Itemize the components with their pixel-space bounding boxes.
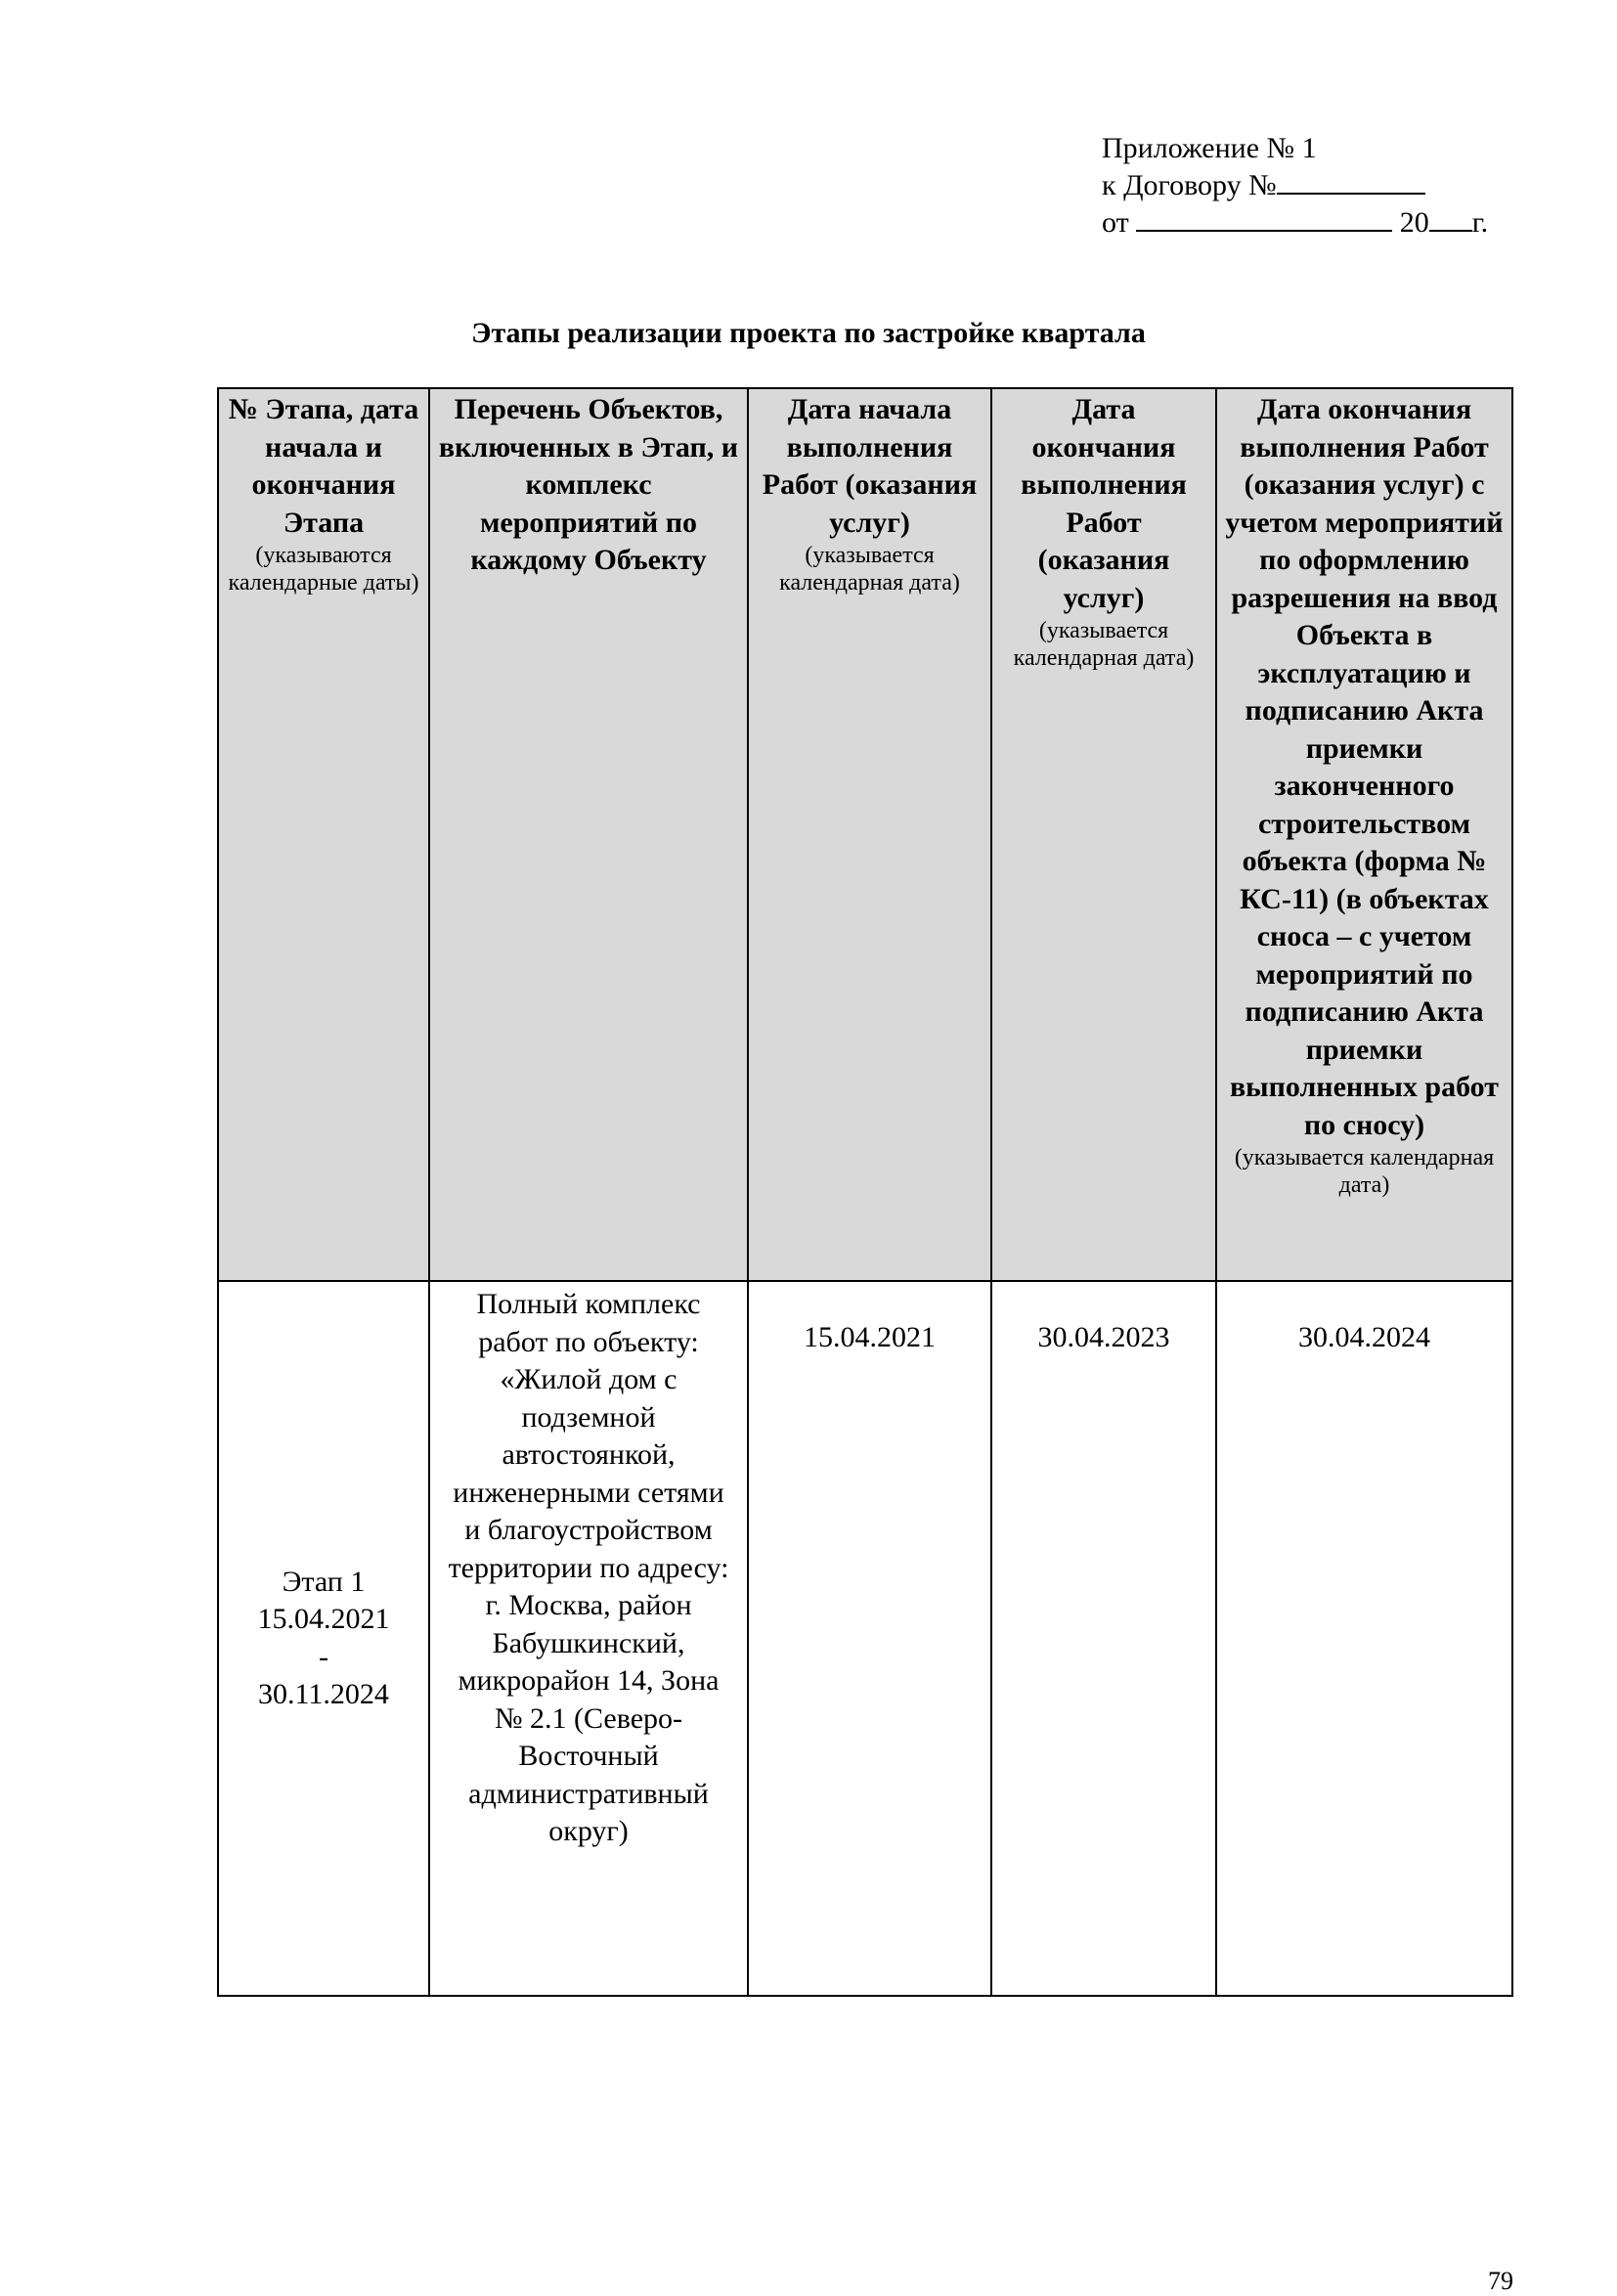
header-objects	[429, 388, 748, 1281]
contract-number-blank	[1277, 167, 1425, 195]
stage-start: 15.04.2021	[257, 1603, 390, 1635]
date-blank	[1136, 204, 1392, 232]
header-start-date	[748, 388, 991, 1281]
attachment-line-3	[1102, 204, 1488, 242]
commissioning-date-cell: 30.04.2024	[1216, 1281, 1512, 1996]
year-prefix: 20	[1399, 206, 1429, 239]
header-stage-title: № Этапа, дата начала и окончания Этапа	[228, 393, 419, 539]
attachment-line-2	[1102, 167, 1488, 204]
year-blank	[1429, 204, 1472, 232]
header-start-date-title: Дата начала выполнения Работ (оказания услуг)	[762, 393, 978, 539]
contract-number-label: к Договору №	[1102, 169, 1277, 201]
header-stage-note: (указываются календарные даты)	[228, 543, 419, 596]
page-number: 79	[1488, 2267, 1513, 2295]
attachment-block	[1102, 130, 1488, 242]
header-commissioning-date	[1216, 388, 1512, 1281]
header-end-date	[991, 388, 1216, 1281]
header-objects-title: Перечень Объектов, включенных в Этап, и комплекс мероприятий по каждому Объекту	[438, 393, 739, 576]
header-start-date-note: (указывается календарная дата)	[779, 543, 960, 596]
header-end-date-title: Дата окончания выполнения Работ (оказания услуг)	[1021, 393, 1187, 614]
date-label: от	[1102, 206, 1129, 239]
stage-cell	[218, 1281, 429, 1996]
table-header-row	[218, 388, 1512, 1281]
stages-table	[217, 387, 1513, 1997]
attachment-line-1: Приложение № 1	[1102, 132, 1317, 164]
header-commissioning-date-note: (указывается календарная дата)	[1234, 1145, 1495, 1198]
header-stage	[218, 388, 429, 1281]
stage-end: 30.11.2024	[258, 1678, 389, 1710]
table-row	[218, 1281, 1512, 1996]
start-date-cell: 15.04.2021	[748, 1281, 991, 1996]
objects-cell: Полный комплекс работ по объекту: «Жилой дом с подземной автостоянкой, инженерными сетями и благоустройством территории по адресу: г. Москва, район Бабушкинский, микрорайон 14, Зона № 2.1 (Северо-Восточный административный округ)	[429, 1281, 748, 1996]
stage-name: Этап 1	[282, 1565, 366, 1598]
document-title: Этапы реализации проекта по застройке квартала	[471, 317, 1146, 349]
year-suffix: г.	[1471, 206, 1489, 239]
end-date-cell: 30.04.2023	[991, 1281, 1216, 1996]
header-commissioning-date-title: Дата окончания выполнения Работ (оказания услуг) с учетом мероприятий по оформлению разрешения на ввод Объекта в эксплуатацию и подписанию Акта приемки законченного строительством объекта (форма № КС-11) (в объектах сноса – с учетом мероприятий по подписанию Акта приемки выполненных работ по сносу)	[1225, 393, 1504, 1141]
header-end-date-note: (указывается календарная дата)	[1013, 618, 1195, 671]
stage-dash: -	[319, 1640, 328, 1673]
